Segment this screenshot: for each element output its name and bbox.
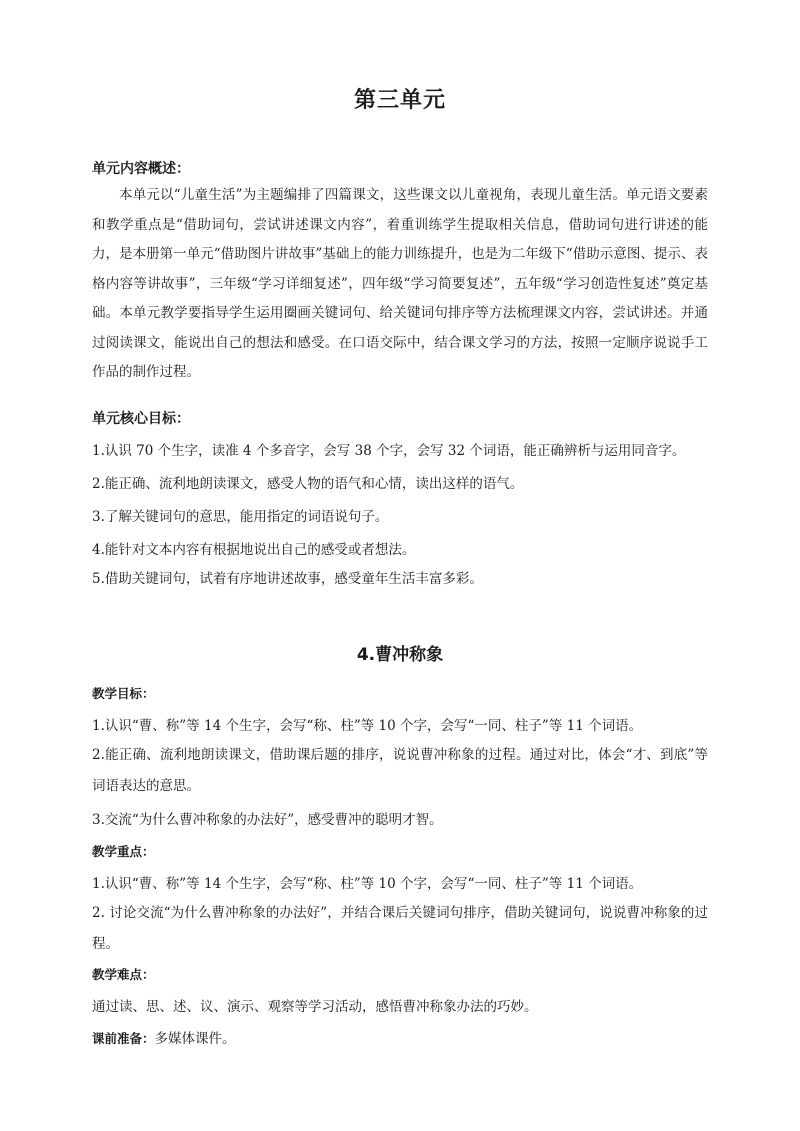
core-goal-item: 4.能针对文本内容有根据地说出自己的感受或者想法。 <box>92 542 416 558</box>
difficulty-heading: 教学难点： <box>92 967 155 982</box>
core-goal-item: 2.能正确、流利地朗读课文，感受人物的语气和心情，读出这样的语气。 <box>92 476 524 492</box>
lesson-title: 4.曹冲称象 <box>356 645 444 665</box>
key-point-item: 2. 讨论交流“为什么曹冲称象的办法好”，并结合课后关键词句排序，借助关键词句，说说曹冲称象的过程。 <box>92 905 708 952</box>
core-goal-item: 5.借助关键词句，试着有序地讲述故事，感受童年生活丰富多彩。 <box>92 571 483 587</box>
teaching-goal-item: 2.能正确、流利地朗读课文，借助课后题的排序，说说曹冲称象的过程。通过对比，体会“才、到底”等词语表达的意思。 <box>92 747 708 794</box>
teaching-goals-heading: 教学目标： <box>92 686 155 701</box>
overview-paragraph: 本单元以“儿童生活”为主题编排了四篇课文，这些课文以儿童视角，表现儿童生活。单元语文要素和教学重点是“借助词句，尝试讲述课文内容”，着重训练学生提取相关信息，借助词句进行讲述的能力，是本册第一单元“借助图片讲故事”基础上的能力训练提升，也是为二年级下“借助示意图、提示、表格内容等讲故事”，三年级“学习详细复述”，四年级“学习简要复述”，五年级“学习创造性复述”奠定基础。本单元教学要指导学生运用圈画关键词句、给关键词句排序等方法梳理课文内容，尝试讲述。并通过阅读课文，能说出自己的想法和感受。在口语交际中，结合课文学习的方法，按照一定顺序说说手工作品的制作过程。 <box>92 187 708 380</box>
teaching-goal-item: 3.交流“为什么曹冲称象的办法好”，感受曹冲的聪明才智。 <box>92 812 443 828</box>
core-goal-item: 1.认识 70 个生字，读准 4 个多音字，会写 38 个字，会写 32 个词语，能正确辨析与运用同音字。 <box>92 443 686 459</box>
overview-heading: 单元内容概述： <box>92 161 190 177</box>
unit-title: 第三单元 <box>353 88 446 113</box>
core-goals-heading: 单元核心目标： <box>92 411 190 427</box>
difficulty-text: 通过读、思、述、议、演示、观察等学习活动，感悟曹冲称象办法的巧妙。 <box>92 999 538 1015</box>
prep-line <box>92 1027 712 1047</box>
core-goal-item: 3.了解关键词句的意思，能用指定的词语说句子。 <box>92 509 389 525</box>
prep-text: 多媒体课件。 <box>154 1031 236 1047</box>
teaching-goal-item: 1.认识“曹、称”等 14 个生字，会写“称、柱”等 10 个字，会写“一同、柱子”等 11 个词语。 <box>92 718 643 734</box>
key-points-heading: 教学重点： <box>92 844 155 859</box>
key-point-item: 1.认识“曹、称”等 14 个生字，会写“称、柱”等 10 个字，会写“一同、柱子”等 11 个词语。 <box>92 876 643 892</box>
prep-label: 课前准备： <box>92 1031 155 1046</box>
